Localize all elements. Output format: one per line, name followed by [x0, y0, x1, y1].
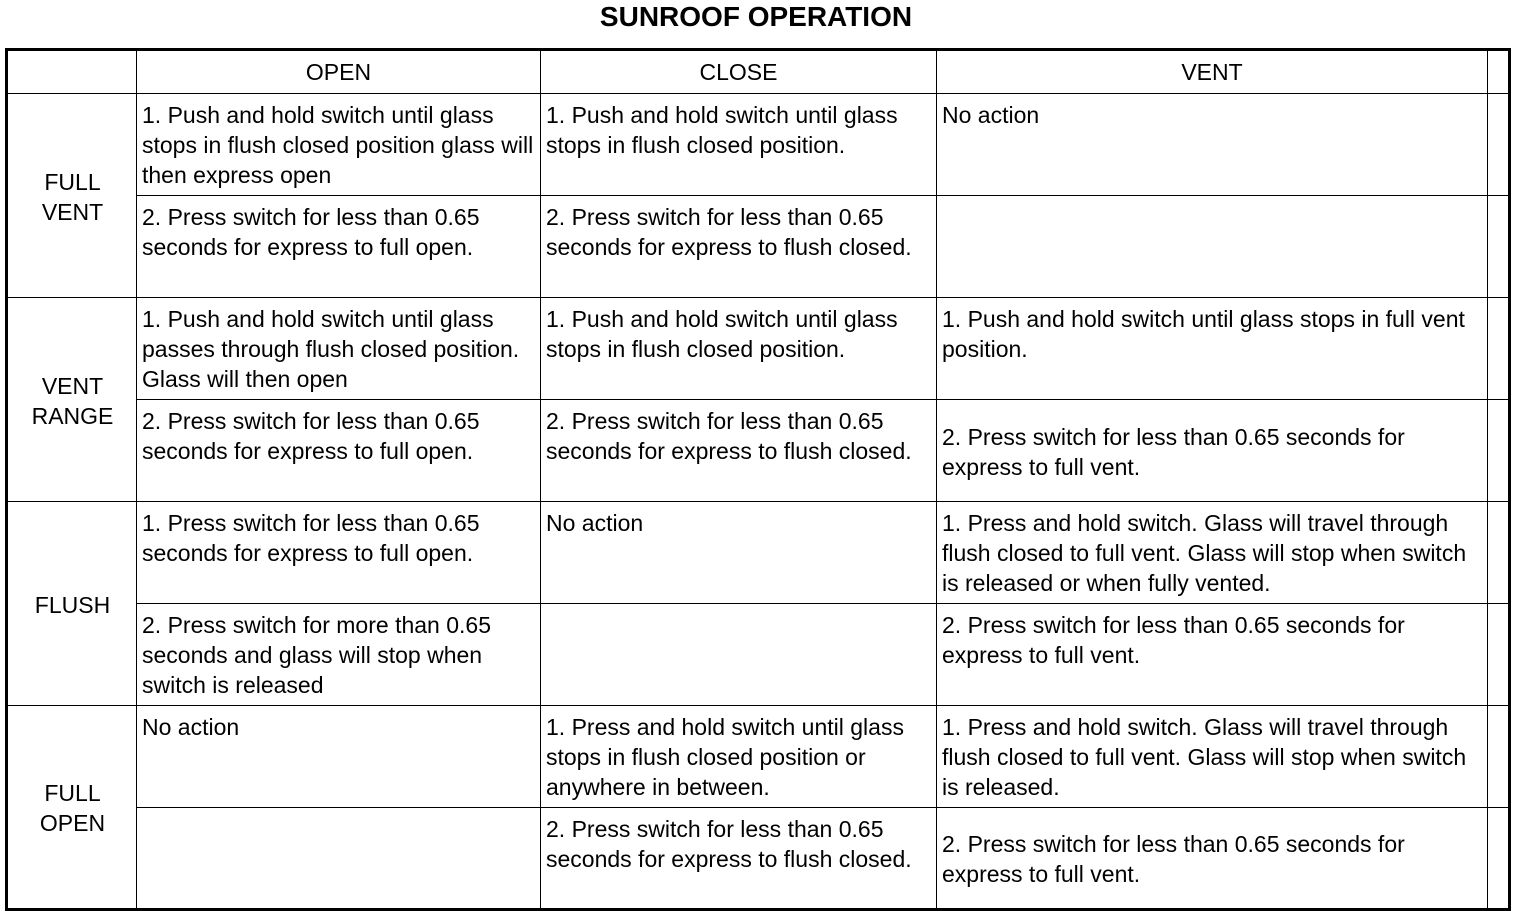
- table-row: [7, 502, 1510, 604]
- sunroof-operation-table: [5, 48, 1511, 911]
- cell-blank: [1488, 298, 1510, 400]
- cell-open: 2. Press switch for less than 0.65 seconds for express to full open.: [137, 196, 541, 298]
- row-label-flush: FLUSH: [7, 502, 137, 706]
- cell-close: 2. Press switch for less than 0.65 seconds for express to flush closed.: [541, 808, 937, 910]
- header-open: OPEN: [137, 50, 541, 94]
- cell-vent: 2. Press switch for less than 0.65 seconds for express to full vent.: [937, 604, 1488, 706]
- table-row: [7, 298, 1510, 400]
- cell-open: [137, 808, 541, 910]
- cell-close: 1. Press and hold switch until glass stops in flush closed position or anywhere in between.: [541, 706, 937, 808]
- cell-open: 1. Push and hold switch until glass passes through flush closed position. Glass will then open: [137, 298, 541, 400]
- cell-vent: 1. Press and hold switch. Glass will travel through flush closed to full vent. Glass will stop when switch is released.: [937, 706, 1488, 808]
- cell-blank: [1488, 94, 1510, 196]
- cell-close: [541, 604, 937, 706]
- cell-vent: [937, 196, 1488, 298]
- row-label-vent-range: VENT RANGE: [7, 298, 137, 502]
- table-row: [7, 94, 1510, 196]
- cell-blank: [1488, 196, 1510, 298]
- header-row: [7, 50, 1510, 94]
- cell-blank: [1488, 604, 1510, 706]
- cell-open: 1. Push and hold switch until glass stops in flush closed position glass will then express open: [137, 94, 541, 196]
- cell-close: No action: [541, 502, 937, 604]
- cell-blank: [1488, 400, 1510, 502]
- cell-vent: 1. Press and hold switch. Glass will travel through flush closed to full vent. Glass will stop when switch is released or when fully vented.: [937, 502, 1488, 604]
- table-row: [7, 196, 1510, 298]
- table-row: [7, 808, 1510, 910]
- cell-vent: 2. Press switch for less than 0.65 seconds for express to full vent.: [937, 400, 1488, 502]
- cell-blank: [1488, 502, 1510, 604]
- table-row: [7, 706, 1510, 808]
- header-blank: [1488, 50, 1510, 94]
- page-title: SUNROOF OPERATION: [599, 1, 913, 32]
- header-corner: [7, 50, 137, 94]
- cell-vent: 2. Press switch for less than 0.65 seconds for express to full vent.: [937, 808, 1488, 910]
- table-row: [7, 604, 1510, 706]
- cell-blank: [1488, 706, 1510, 808]
- cell-vent: 1. Push and hold switch until glass stops in full vent position.: [937, 298, 1488, 400]
- table-row: [7, 400, 1510, 502]
- cell-open: No action: [137, 706, 541, 808]
- cell-close: 1. Push and hold switch until glass stops in flush closed position.: [541, 298, 937, 400]
- header-close: CLOSE: [541, 50, 937, 94]
- cell-close: 2. Press switch for less than 0.65 seconds for express to flush closed.: [541, 400, 937, 502]
- cell-close: 1. Push and hold switch until glass stops in flush closed position.: [541, 94, 937, 196]
- cell-vent: No action: [937, 94, 1488, 196]
- cell-open: 1. Press switch for less than 0.65 seconds for express to full open.: [137, 502, 541, 604]
- cell-open: 2. Press switch for less than 0.65 seconds for express to full open.: [137, 400, 541, 502]
- cell-blank: [1488, 808, 1510, 910]
- cell-close: 2. Press switch for less than 0.65 seconds for express to flush closed.: [541, 196, 937, 298]
- header-vent: VENT: [937, 50, 1488, 94]
- cell-open: 2. Press switch for more than 0.65 seconds and glass will stop when switch is released: [137, 604, 541, 706]
- row-label-full-open: FULL OPEN: [7, 706, 137, 910]
- row-label-full-vent: FULL VENT: [7, 94, 137, 298]
